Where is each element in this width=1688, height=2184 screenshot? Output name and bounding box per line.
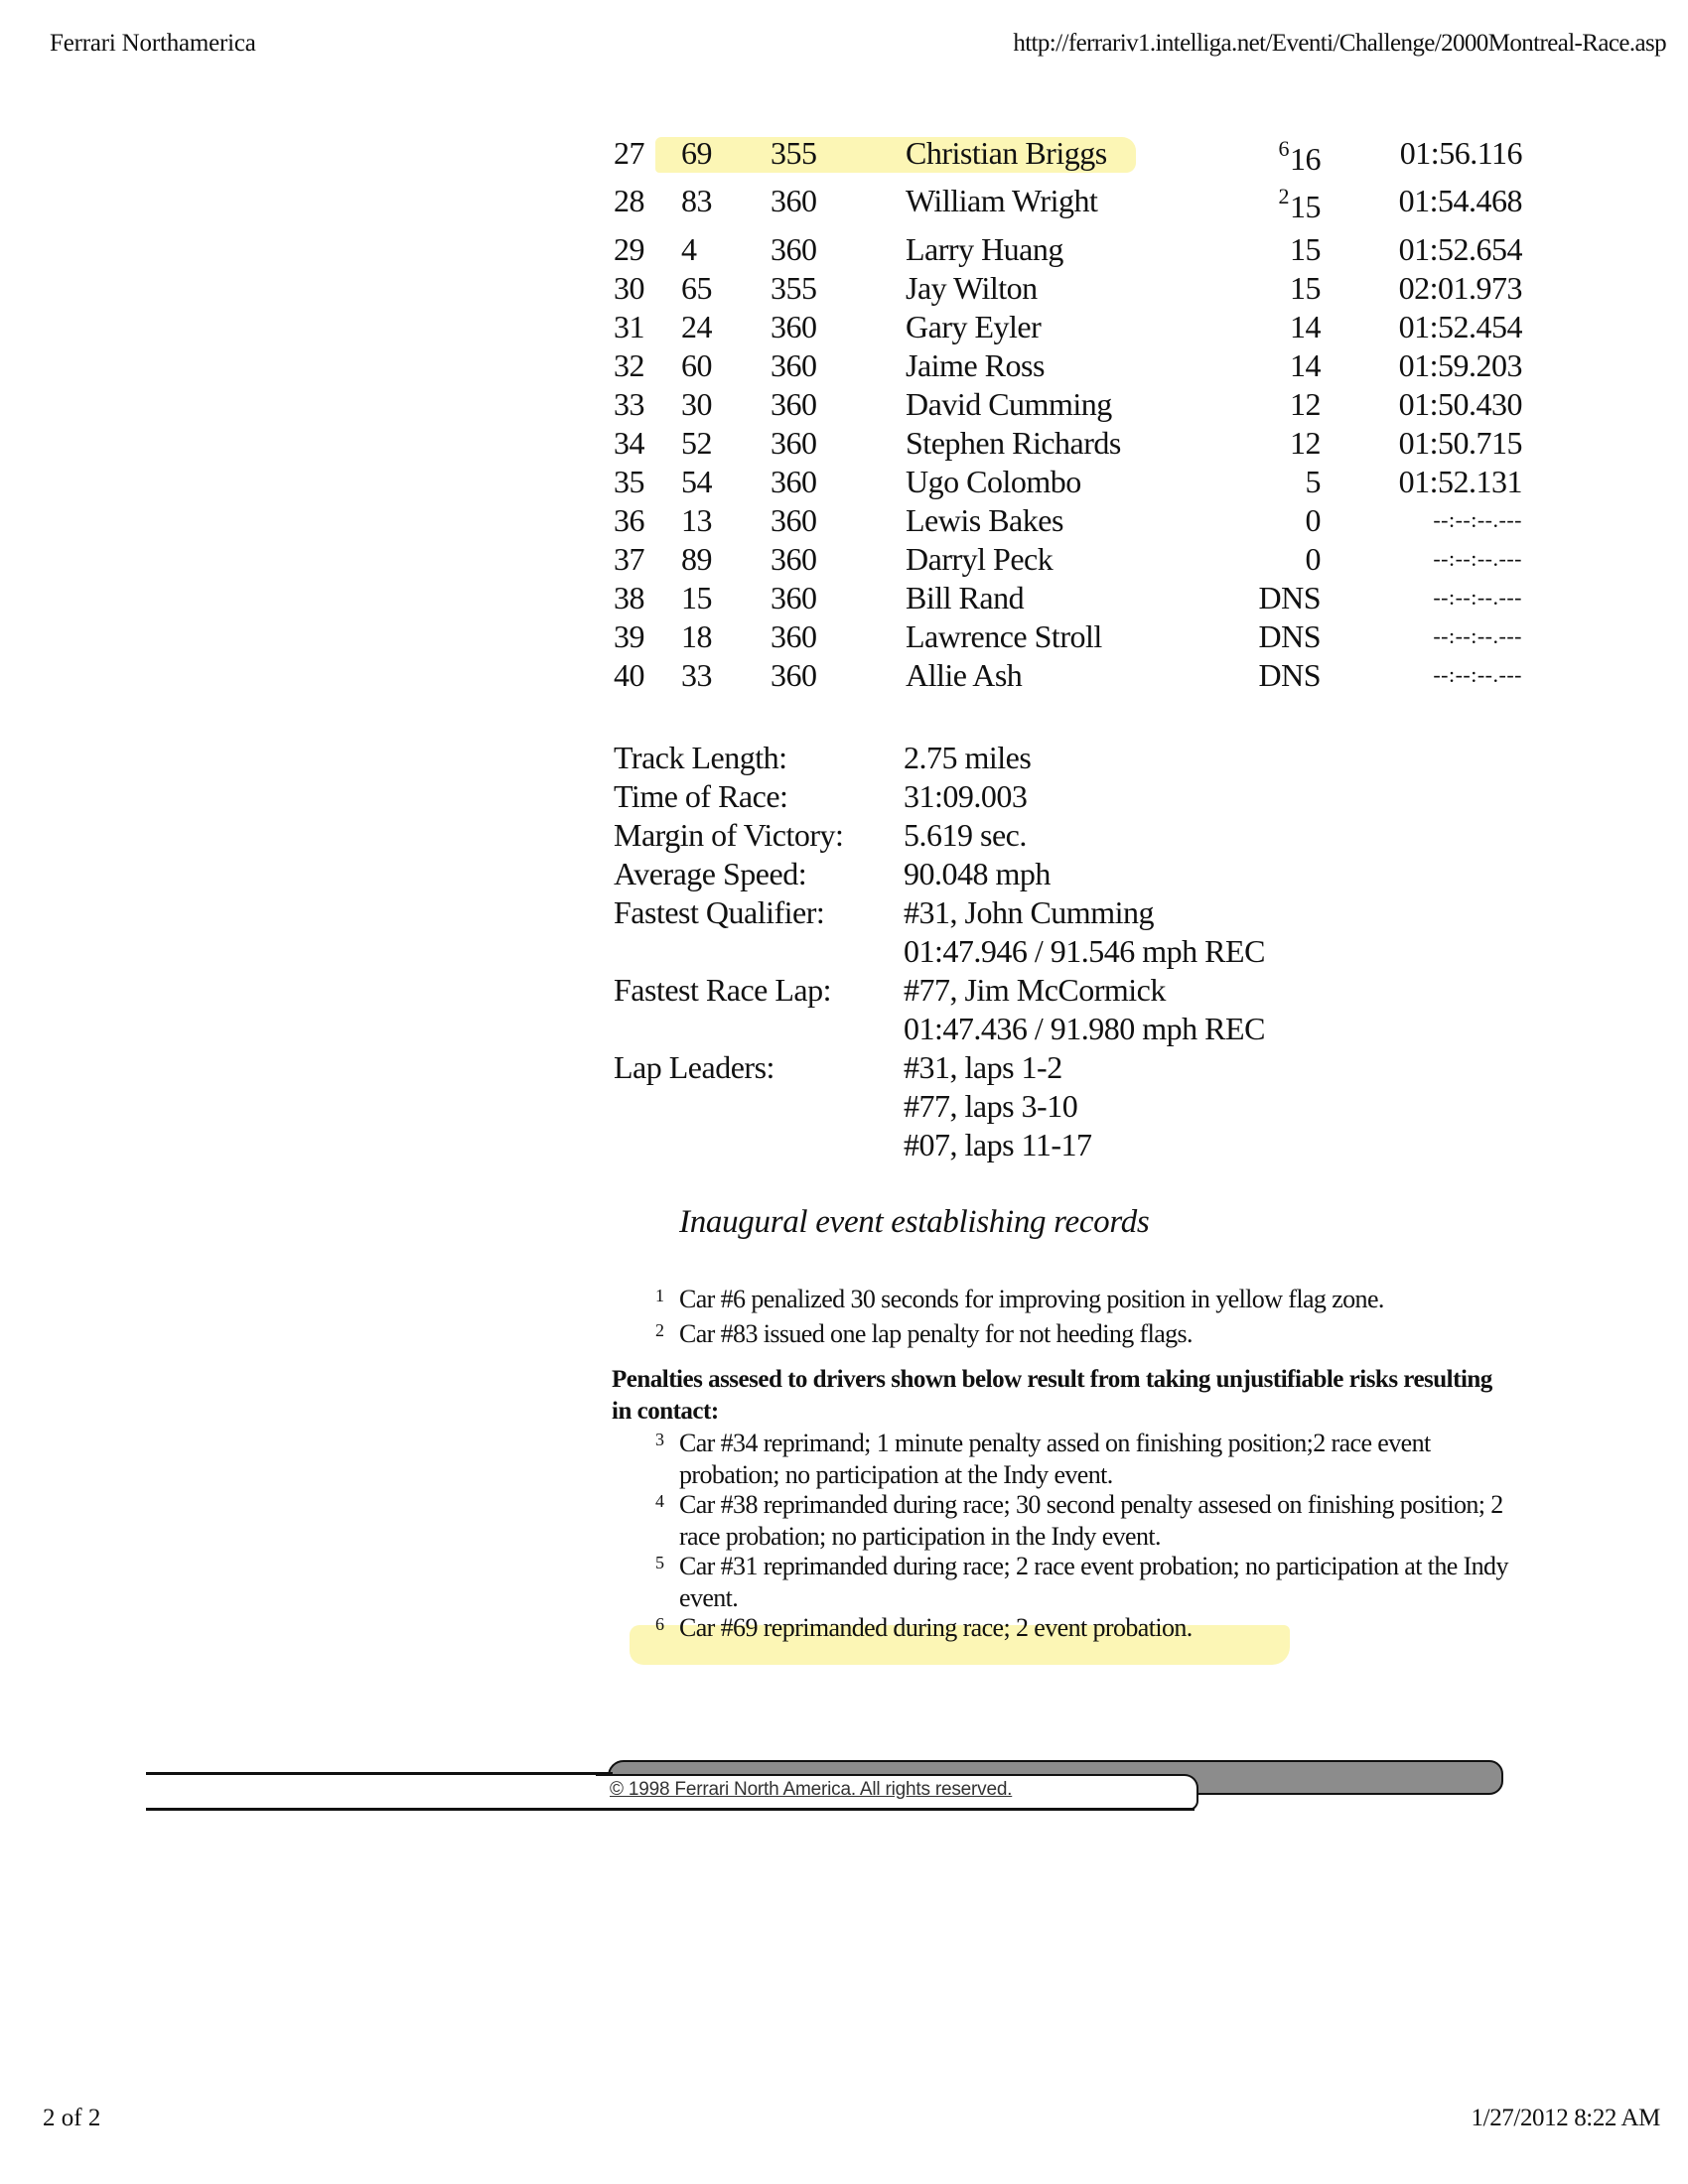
position-cell: 29 <box>614 231 644 267</box>
stat-value: #31, John Cumming <box>904 894 1154 930</box>
position-cell: 33 <box>614 386 644 422</box>
footnote-number: 4 <box>655 1491 664 1511</box>
footnote-text: Car #6 penalized 30 seconds for improving position in yellow flag zone. <box>679 1285 1384 1313</box>
driver-cell: Darryl Peck <box>906 541 1054 577</box>
footnote-number: 5 <box>655 1553 664 1572</box>
table-row <box>0 309 1688 344</box>
car-number-cell: 52 <box>681 425 712 461</box>
laps-cell <box>1221 135 1321 175</box>
position-cell: 27 <box>614 135 644 171</box>
footnote-text: Car #83 issued one lap penalty for not heeding flags. <box>679 1319 1193 1348</box>
model-cell: 360 <box>771 618 817 654</box>
best-lap-cell: 01:50.715 <box>1398 425 1522 461</box>
footnote-item <box>655 1428 1523 1491</box>
best-lap-cell: 01:59.203 <box>1398 347 1522 383</box>
laps-value: 16 <box>1290 141 1321 177</box>
footnote-ref: 2 <box>1278 184 1289 208</box>
car-number-cell: 24 <box>681 309 712 344</box>
car-number-cell: 89 <box>681 541 712 577</box>
position-cell: 34 <box>614 425 644 461</box>
driver-cell: Jaime Ross <box>906 347 1045 383</box>
model-cell: 360 <box>771 464 817 499</box>
footnote-ref: 6 <box>1278 136 1289 161</box>
best-lap-cell: --:--:--.--- <box>1433 585 1522 610</box>
model-cell: 355 <box>771 270 817 306</box>
position-cell: 30 <box>614 270 644 306</box>
car-number-cell: 18 <box>681 618 712 654</box>
table-row <box>0 386 1688 422</box>
footnote-text: Car #38 reprimanded during race; 30 second penalty assesed on finishing position; 2 race probation; no participation in the Indy event. <box>679 1490 1503 1551</box>
laps-cell: 15 <box>1290 231 1321 267</box>
position-cell: 36 <box>614 502 644 538</box>
car-number-cell: 13 <box>681 502 712 538</box>
table-row <box>0 464 1688 499</box>
position-cell: 40 <box>614 657 644 693</box>
stat-value: 01:47.946 / 91.546 mph REC <box>904 933 1265 969</box>
laps-cell: 12 <box>1290 425 1321 461</box>
position-cell: 37 <box>614 541 644 577</box>
car-number-cell: 4 <box>681 231 697 267</box>
table-row <box>0 502 1688 538</box>
model-cell: 360 <box>771 183 817 218</box>
best-lap-cell: 01:56.116 <box>1399 135 1522 171</box>
driver-cell: Allie Ash <box>906 657 1023 693</box>
car-number-cell: 83 <box>681 183 712 218</box>
laps-cell: 15 <box>1290 270 1321 306</box>
laps-cell: 14 <box>1290 309 1321 344</box>
footer-bar-line <box>146 1808 1195 1811</box>
car-number-cell: 15 <box>681 580 712 615</box>
stat-label: Time of Race: <box>614 778 788 814</box>
model-cell: 360 <box>771 541 817 577</box>
stat-value: 90.048 mph <box>904 856 1051 891</box>
print-timestamp: 1/27/2012 8:22 AM <box>1471 2105 1660 2131</box>
best-lap-cell: --:--:--.--- <box>1433 546 1522 571</box>
page-number: 2 of 2 <box>43 2105 101 2131</box>
position-cell: 35 <box>614 464 644 499</box>
footnote-number: 2 <box>655 1320 664 1340</box>
best-lap-cell: 01:52.131 <box>1398 464 1522 499</box>
driver-cell: Gary Eyler <box>906 309 1042 344</box>
laps-cell: DNS <box>1258 618 1321 654</box>
footnote-item <box>655 1551 1523 1614</box>
car-number-cell: 30 <box>681 386 712 422</box>
car-number-cell: 60 <box>681 347 712 383</box>
copyright-link[interactable]: © 1998 Ferrari North America. All rights reserved. <box>610 1779 1013 1800</box>
position-cell: 38 <box>614 580 644 615</box>
model-cell: 360 <box>771 425 817 461</box>
laps-cell: 12 <box>1290 386 1321 422</box>
footnote-number: 6 <box>655 1614 664 1634</box>
best-lap-cell: 01:50.430 <box>1398 386 1522 422</box>
position-cell: 31 <box>614 309 644 344</box>
model-cell: 360 <box>771 386 817 422</box>
driver-cell: William Wright <box>906 183 1098 218</box>
table-row <box>0 580 1688 615</box>
footnote-number: 3 <box>655 1430 664 1449</box>
stat-value: 2.75 miles <box>904 740 1032 775</box>
stat-label: Fastest Race Lap: <box>614 972 831 1008</box>
laps-cell: 14 <box>1290 347 1321 383</box>
penalty-heading: Penalties assesed to drivers shown below result from taking unjustifiable risks resulting in contact: <box>612 1366 1492 1425</box>
table-row <box>0 541 1688 577</box>
position-cell: 32 <box>614 347 644 383</box>
stat-value: 5.619 sec. <box>904 817 1027 853</box>
stat-label: Track Length: <box>614 740 787 775</box>
laps-cell <box>1221 183 1321 222</box>
position-cell: 28 <box>614 183 644 218</box>
driver-cell: Larry Huang <box>906 231 1063 267</box>
model-cell: 360 <box>771 657 817 693</box>
model-cell: 360 <box>771 347 817 383</box>
inaugural-note: Inaugural event establishing records <box>679 1204 1150 1240</box>
model-cell: 355 <box>771 135 817 171</box>
driver-cell: Jay Wilton <box>906 270 1038 306</box>
best-lap-cell: --:--:--.--- <box>1433 623 1522 648</box>
footnote-text: Car #69 reprimanded during race; 2 event probation. <box>679 1613 1193 1642</box>
stat-label: Average Speed: <box>614 856 807 891</box>
table-row <box>0 657 1688 693</box>
model-cell: 360 <box>771 309 817 344</box>
stat-value: #77, Jim McCormick <box>904 972 1166 1008</box>
table-row <box>0 270 1688 306</box>
car-number-cell: 33 <box>681 657 712 693</box>
laps-value: 15 <box>1290 189 1321 224</box>
laps-cell: DNS <box>1258 657 1321 693</box>
page-url: http://ferrariv1.intelliga.net/Eventi/Challenge/2000Montreal-Race.asp <box>1013 30 1666 57</box>
best-lap-cell: 01:54.468 <box>1398 183 1522 218</box>
laps-cell: DNS <box>1258 580 1321 615</box>
driver-cell: Ugo Colombo <box>906 464 1081 499</box>
driver-cell: Christian Briggs <box>906 135 1107 171</box>
stat-value: #07, laps 11-17 <box>904 1127 1092 1162</box>
stat-label: Lap Leaders: <box>614 1049 774 1085</box>
driver-cell: Stephen Richards <box>906 425 1121 461</box>
stat-value: #31, laps 1-2 <box>904 1049 1062 1085</box>
laps-cell: 0 <box>1305 502 1321 538</box>
model-cell: 360 <box>771 502 817 538</box>
site-name: Ferrari Northamerica <box>50 30 256 57</box>
footer-bar-line <box>146 1772 613 1775</box>
laps-cell: 5 <box>1305 464 1321 499</box>
laps-cell: 0 <box>1305 541 1321 577</box>
best-lap-cell: 01:52.654 <box>1398 231 1522 267</box>
stat-label: Fastest Qualifier: <box>614 894 825 930</box>
stat-value: #77, laps 3-10 <box>904 1088 1078 1124</box>
best-lap-cell: --:--:--.--- <box>1433 662 1522 687</box>
table-row <box>0 135 1688 177</box>
best-lap-cell: 01:52.454 <box>1398 309 1522 344</box>
car-number-cell: 65 <box>681 270 712 306</box>
best-lap-cell: 02:01.973 <box>1398 270 1522 306</box>
position-cell: 39 <box>614 618 644 654</box>
footnote-text: Car #31 reprimanded during race; 2 race event probation; no participation at the Indy event. <box>679 1552 1508 1612</box>
driver-cell: Lewis Bakes <box>906 502 1063 538</box>
table-row <box>0 231 1688 267</box>
table-row <box>0 347 1688 383</box>
table-row <box>0 618 1688 654</box>
driver-cell: David Cumming <box>906 386 1112 422</box>
driver-cell: Bill Rand <box>906 580 1025 615</box>
footnote-text: Car #34 reprimand; 1 minute penalty assed on finishing position;2 race event probation; no participation at the Indy event. <box>679 1429 1431 1489</box>
model-cell: 360 <box>771 231 817 267</box>
stat-label: Margin of Victory: <box>614 817 844 853</box>
footnote-item <box>655 1489 1523 1553</box>
footnote-item <box>655 1612 1523 1644</box>
footnote-item <box>655 1318 1523 1350</box>
driver-cell: Lawrence Stroll <box>906 618 1102 654</box>
car-number-cell: 54 <box>681 464 712 499</box>
best-lap-cell: --:--:--.--- <box>1433 507 1522 532</box>
footnote-item <box>655 1284 1523 1315</box>
footnote-number: 1 <box>655 1286 664 1305</box>
car-number-cell: 69 <box>681 135 712 171</box>
table-row <box>0 183 1688 224</box>
stat-value: 31:09.003 <box>904 778 1028 814</box>
stat-value: 01:47.436 / 91.980 mph REC <box>904 1011 1265 1046</box>
table-row <box>0 425 1688 461</box>
model-cell: 360 <box>771 580 817 615</box>
